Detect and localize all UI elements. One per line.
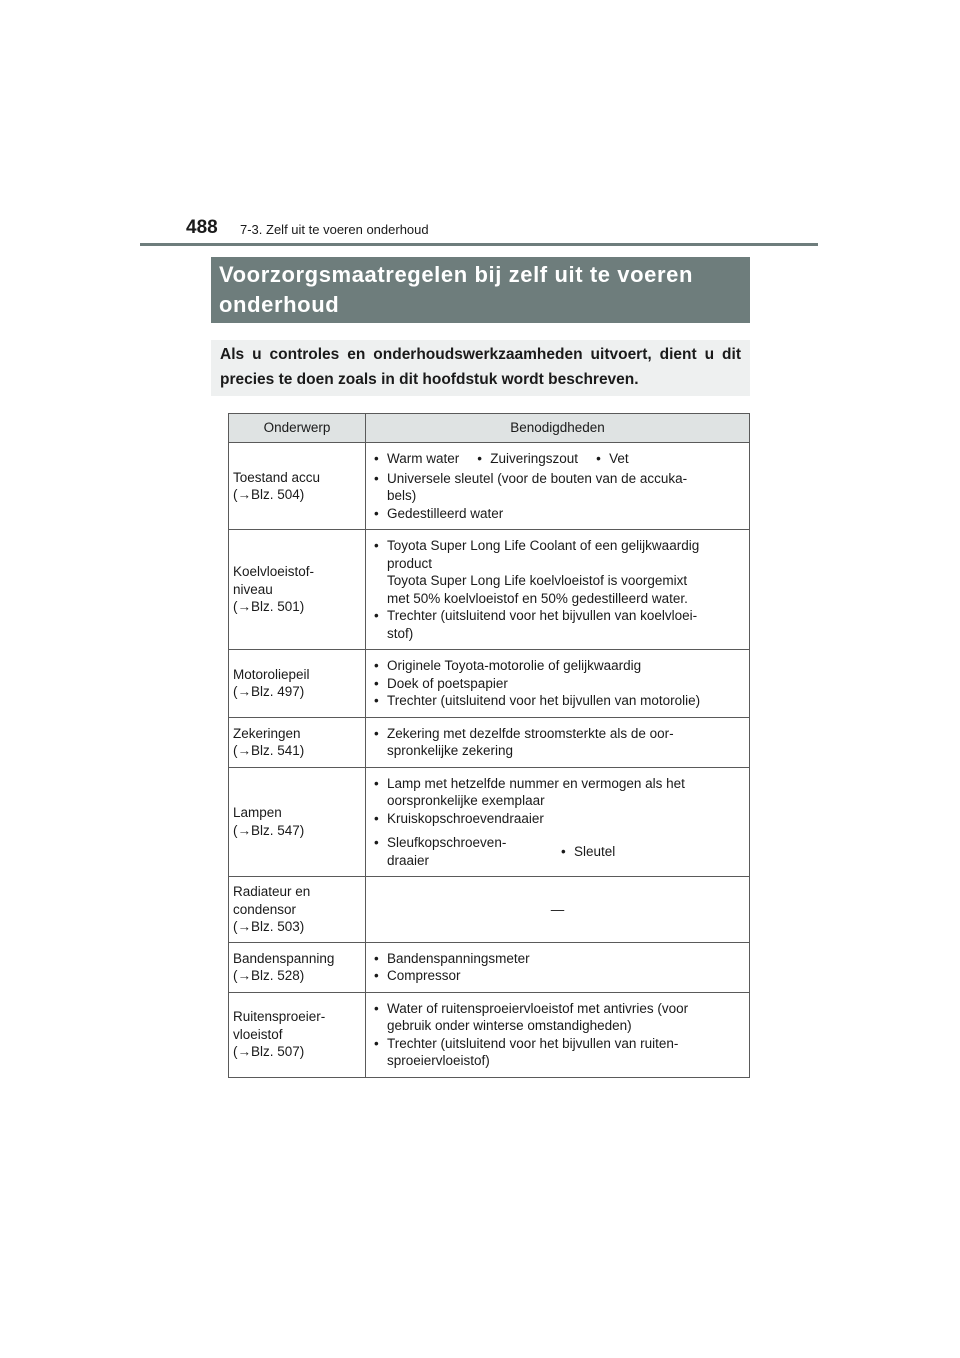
table-row [229,443,750,530]
row-requirements [366,877,750,943]
row-subject: Radiateur en condensor (→Blz. 503) [229,877,366,943]
table-row [229,717,750,767]
row-subject: Koelvloeistof- niveau (→Blz. 501) [229,530,366,650]
table-row [229,650,750,718]
row-subject: Lampen (→Blz. 547) [229,767,366,877]
row-subject: Zekeringen (→Blz. 541) [229,717,366,767]
table-row [229,530,750,650]
column-header-requirements: Benodigdheden [366,414,750,443]
list-item: • Gedestilleerd water [372,505,743,523]
list-item: • Originele Toyota-motorolie of gelijkwaardig [372,657,743,675]
list-item: • Warm water [372,450,459,468]
row-subject: Toestand accu (→Blz. 504) [229,443,366,530]
list-item: • Sleutel [559,843,615,861]
list-item: • Bandenspanningsmeter [372,950,743,968]
table-row [229,992,750,1077]
section-title: Voorzorgsmaatregelen bij zelf uit te voeren onderhoud [211,257,750,323]
item-list [372,537,743,642]
list-item: • Toyota Super Long Life Coolant of een gelijkwaardig product Toyota Super Long Life koelvloeistof is voorgemixt met 50% koelvloeistof en 50% gedestilleerd water. [372,537,743,607]
list-item: • Zekering met dezelfde stroomsterkte als de oor- spronkelijke zekering [372,725,743,760]
item-list [372,950,743,985]
item-list [372,725,743,760]
list-item: • Vet [594,450,629,468]
row-requirements [366,992,750,1077]
table-header-row [229,414,750,443]
list-item: • Zuiveringszout [475,450,578,468]
list-item: • Compressor [372,967,743,985]
requirements-table [228,413,750,1078]
list-item: • Trechter (uitsluitend voor het bijvullen van ruiten- sproeiervloeistof) [372,1035,743,1070]
item-list [372,1000,743,1070]
row-requirements [366,443,750,530]
intro-text: Als u controles en onderhoudswerkzaamheden uitvoert, dient u dit precies te doen zoals in dit hoofdstuk wordt beschreven. [211,340,750,396]
row-requirements [366,650,750,718]
inline-items [372,450,743,468]
list-item: • Water of ruitensproeiervloeistof met antivries (voor gebruik onder winterse omstandigheden) [372,1000,743,1035]
column-header-subject: Onderwerp [229,414,366,443]
table-row [229,942,750,992]
header-rule [140,243,818,246]
row-subject: Ruitensproeier- vloeistof (→Blz. 507) [229,992,366,1077]
list-item: • Doek of poetspapier [372,675,743,693]
page-number: 488 [186,217,218,238]
row-requirements [366,942,750,992]
row-subject: Bandenspanning (→Blz. 528) [229,942,366,992]
running-head: 7-3. Zelf uit te voeren onderhoud [240,222,429,237]
empty-dash: — [550,901,565,917]
item-list [372,470,743,523]
row-requirements [366,717,750,767]
list-item: • Trechter (uitsluitend voor het bijvullen van motorolie) [372,692,743,710]
list-item: • Lamp met hetzelfde nummer en vermogen als het oorspronkelijke exemplaar [372,775,743,810]
table-row [229,877,750,943]
paired-items [372,834,743,869]
list-item: • Trechter (uitsluitend voor het bijvullen van koelvloei- stof) [372,607,743,642]
list-item: • Universele sleutel (voor de bouten van de accuka- bels) [372,470,743,505]
list-item: • Kruiskopschroevendraaier [372,810,743,828]
item-list [372,775,743,828]
row-requirements [366,767,750,877]
row-subject: Motoroliepeil (→Blz. 497) [229,650,366,718]
list-item: • Sleufkopschroeven- draaier [372,834,559,869]
table-row [229,767,750,877]
row-requirements [366,530,750,650]
item-list [372,657,743,710]
